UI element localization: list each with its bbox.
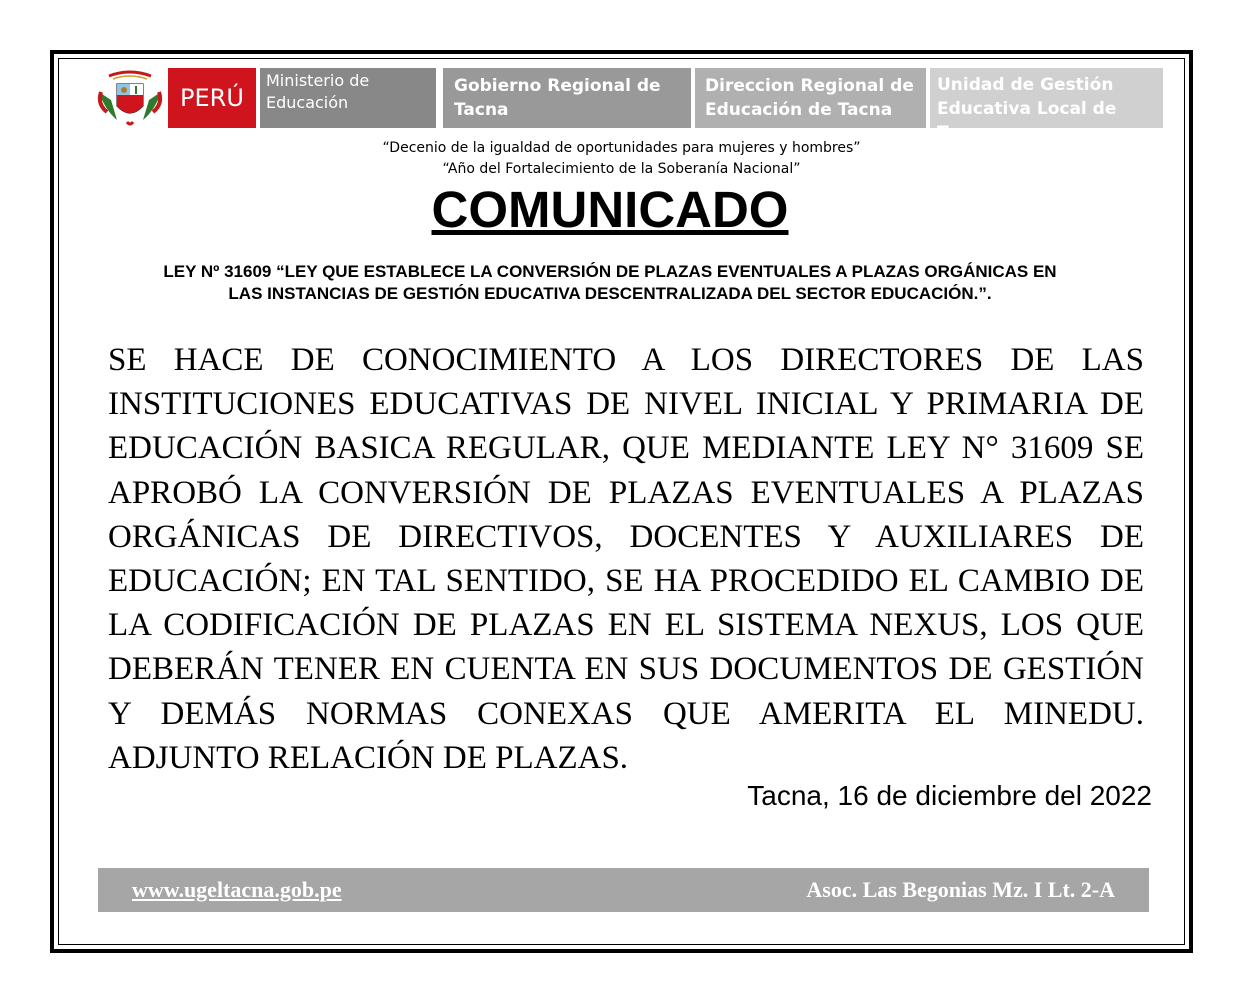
direccion-line1: Direccion Regional de xyxy=(705,76,914,96)
decenio-slogan: “Decenio de la igualdad de oportunidades para mujeres y hombres” xyxy=(382,140,861,156)
law-line1: LEY Nº 31609 “LEY QUE ESTABLECE LA CONVERSIÓN DE PLAZAS EVENTUALES A PLAZAS ORGÁNICAS EN xyxy=(163,262,1057,281)
peru-coat-of-arms-icon xyxy=(95,70,165,128)
ministerio-box xyxy=(260,68,436,128)
ministerio-line1: Ministerio de xyxy=(266,71,370,90)
gobierno-line1: Gobierno Regional de xyxy=(454,76,661,96)
document-title: COMUNICADO xyxy=(431,181,789,238)
address-text: Asoc. Las Begonias Mz. I Lt. 2-A xyxy=(806,877,1115,902)
year-slogan: “Año del Fortalecimiento de la Soberanía Nacional” xyxy=(442,161,801,177)
announcement-body: SE HACE DE CONOCIMIENTO A LOS DIRECTORES DE LAS INSTITUCIONES EDUCATIVAS DE NIVEL INICIAL Y PRIMARIA DE EDUCACIÓN BASICA REGULAR, QUE MEDIANTE LEY N° 31609 SE APROBÓ LA CONVERSIÓN DE PLAZAS EVENTUALES A PLAZAS ORGÁNICAS DE DIRECTIVOS, DOCENTES Y AUXILIARES DE EDUCACIÓN; EN TAL SENTIDO, SE HA PROCEDIDO EL CAMBIO DE LA CODIFICACIÓN DE PLAZAS EN EL SISTEMA NEXUS, LOS QUE DEBERÁN TENER EN CUENTA EN SUS DOCUMENTOS DE GESTIÓN Y DEMÁS NORMAS CONEXAS QUE AMERITA EL MINEDU. ADJUNTO RELACIÓN DE PLAZAS. xyxy=(108,342,1144,776)
direccion-regional-box xyxy=(695,68,926,128)
footer-bar xyxy=(98,868,1149,912)
law-line2: LAS INSTANCIAS DE GESTIÓN EDUCATIVA DESCENTRALIZADA DEL SECTOR EDUCACIÓN.”. xyxy=(228,284,992,303)
direccion-line2: Educación de Tacna xyxy=(705,100,893,120)
unidad-line2: Educativa Local de Tacna xyxy=(937,99,1117,143)
document-date: Tacna, 16 de diciembre del 2022 xyxy=(747,780,1152,811)
gobierno-line2: Tacna xyxy=(454,100,509,120)
website-link[interactable]: www.ugeltacna.gob.pe xyxy=(132,877,342,902)
peru-label: PERÚ xyxy=(180,84,244,112)
peru-brand-box xyxy=(168,68,256,128)
law-reference xyxy=(110,261,1110,305)
unidad-gestion-box xyxy=(930,68,1163,143)
institution-header xyxy=(95,68,1165,143)
unidad-line1: Unidad de Gestión xyxy=(937,75,1114,95)
gobierno-regional-box xyxy=(443,68,691,128)
ministerio-line2: Educación xyxy=(266,93,349,112)
